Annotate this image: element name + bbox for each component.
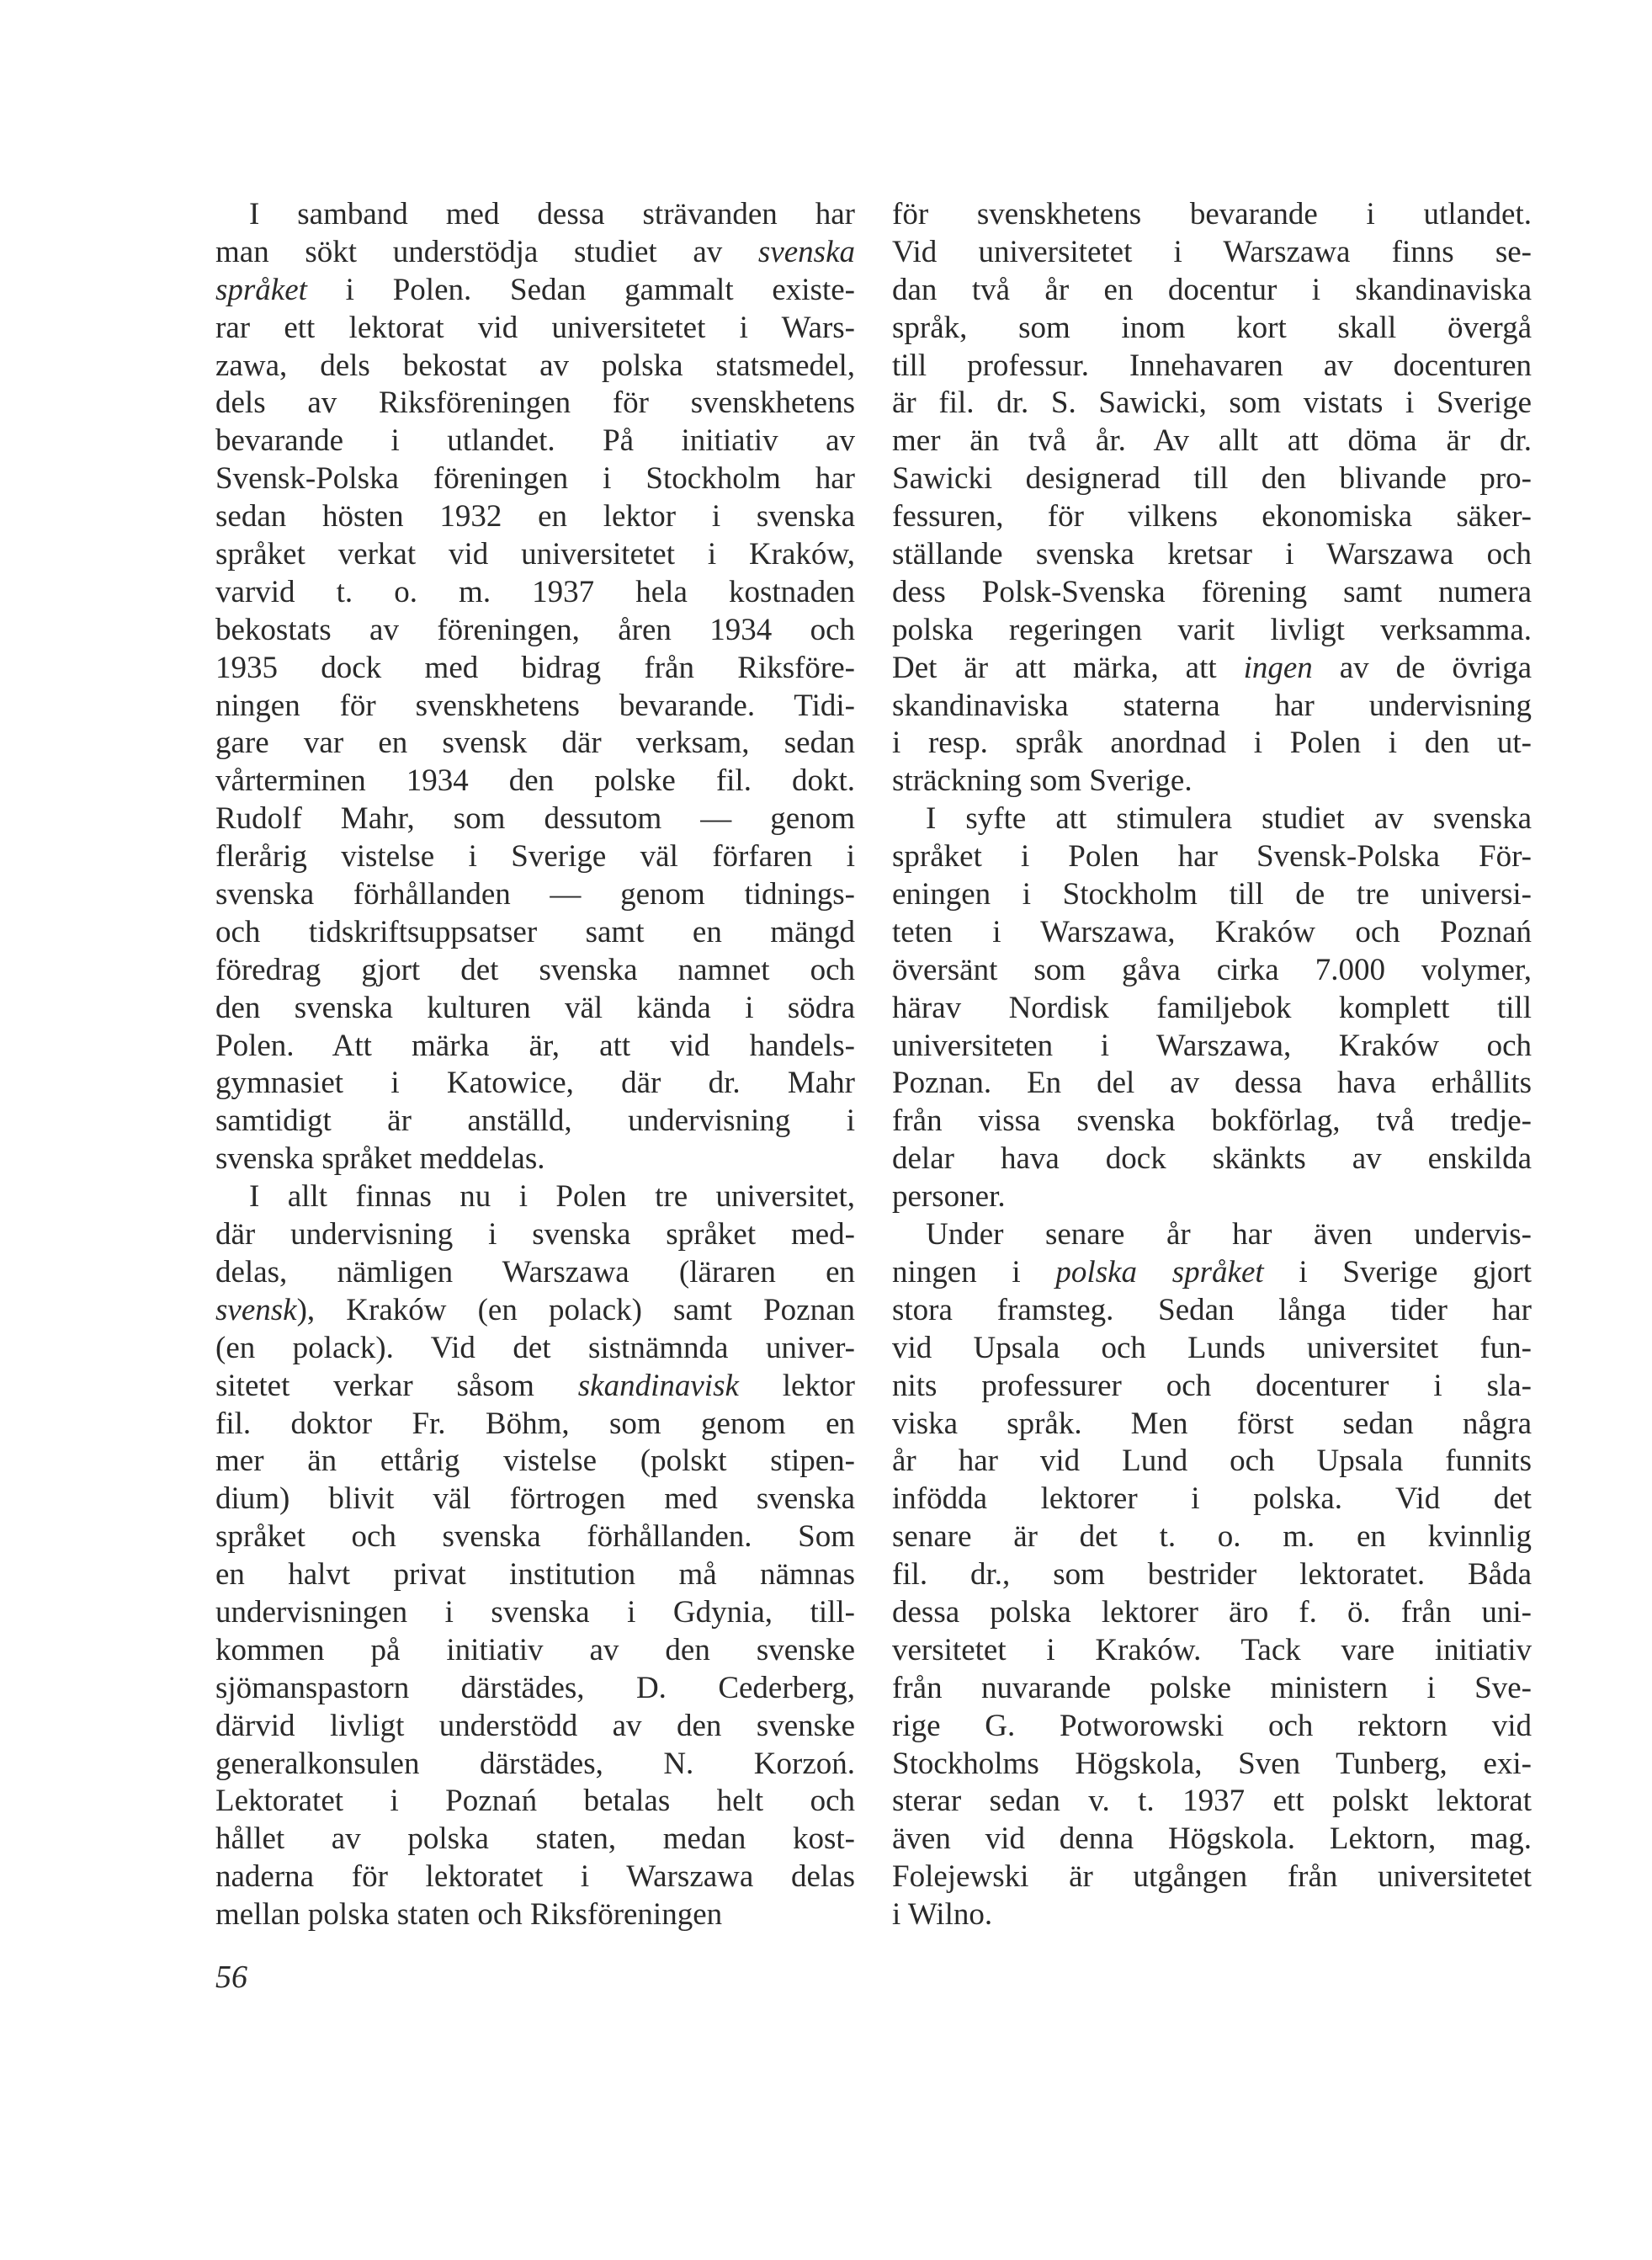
text-line: [892, 1065, 1532, 1103]
text-run: till professur. Innehavaren av docenturen: [892, 348, 1532, 383]
text-line: [215, 650, 855, 688]
text-line: [215, 1670, 855, 1708]
text-line: [892, 1178, 1532, 1216]
text-run: sitetet verkar såsom: [215, 1368, 578, 1403]
text-run: delas, nämligen Warszawa (läraren en: [215, 1254, 855, 1290]
text-run: versitetet i Kraków. Tack vare initiativ: [892, 1632, 1532, 1667]
italic-text: svensk: [215, 1292, 297, 1327]
text-run: sterar sedan v. t. 1937 ett polskt lektorat: [892, 1784, 1532, 1819]
text-run: i resp. språk anordnad i Polen i den ut-: [892, 726, 1532, 761]
text-run: svenska förhållanden — genom tidnings-: [215, 877, 855, 912]
text-run: i Sverige gjort: [1263, 1254, 1532, 1290]
text-run: varvid t. o. m. 1937 hela kostnaden: [215, 574, 855, 609]
text-line: [892, 1556, 1532, 1594]
text-line: [215, 1481, 855, 1518]
text-line: [215, 688, 855, 726]
italic-text: polska språket: [1055, 1254, 1264, 1290]
text-run: härav Nordisk familjebok komplett till: [892, 990, 1532, 1025]
text-run: viska språk. Men först sedan några: [892, 1406, 1532, 1441]
text-run: flerårig vistelse i Sverige väl förfaren i: [215, 839, 855, 875]
text-run: svenska språket meddelas.: [215, 1141, 545, 1177]
text-run: Vid universitetet i Warszawa finns se-: [892, 234, 1532, 269]
text-line: [892, 688, 1532, 726]
text-line: [215, 763, 855, 800]
text-line: [892, 1330, 1532, 1368]
text-run: den svenska kulturen väl kända i södra: [215, 990, 855, 1025]
text-run: Folejewski är utgången från universitetet: [892, 1859, 1532, 1895]
text-line: [215, 536, 855, 574]
text-run: rar ett lektorat vid universitetet i Wars-: [215, 310, 855, 345]
text-line: [892, 1821, 1532, 1859]
text-run: bevarande i utlandet. På initiativ av: [215, 423, 855, 459]
text-run: zawa, dels bekostat av polska statsmedel,: [215, 348, 855, 383]
text-run: polska regeringen varit livligt verksamma.: [892, 612, 1532, 647]
text-run: språk, som inom kort skall övergå: [892, 310, 1532, 345]
text-run: därvid livligt understödd av den svenske: [215, 1708, 855, 1743]
text-run: (en polack). Vid det sistnämnda univer-: [215, 1330, 855, 1365]
text-run: ), Kraków (en polack) samt Poznan: [296, 1292, 855, 1327]
text-run: översänt som gåva cirka 7.000 volymer,: [892, 952, 1532, 987]
text-line: [892, 1746, 1532, 1784]
text-line: [892, 196, 1532, 234]
text-run: lektor: [738, 1368, 855, 1403]
text-line: [215, 460, 855, 498]
text-line: [215, 1746, 855, 1784]
text-run: dels av Riksföreningen för svenskhetens: [215, 386, 855, 421]
text-line: [215, 1216, 855, 1254]
text-line: [892, 1216, 1532, 1254]
text-line: [215, 1028, 855, 1066]
text-line: [892, 952, 1532, 990]
page-number: 56: [215, 1960, 247, 1995]
text-run: samtidigt är anställd, undervisning i: [215, 1103, 855, 1139]
italic-text: skandinavisk: [577, 1368, 739, 1403]
text-line: [892, 574, 1532, 612]
text-line: [215, 612, 855, 650]
text-run: språket i Polen har Svensk-Polska För-: [892, 839, 1532, 875]
text-run: gymnasiet i Katowice, där dr. Mahr: [215, 1066, 855, 1101]
text-run: en halvt privat institution må nämnas: [215, 1557, 855, 1593]
text-line: [892, 1103, 1532, 1141]
text-run: Stockholms Högskola, Sven Tunberg, exi-: [892, 1746, 1532, 1781]
text-line: [215, 990, 855, 1028]
text-run: även vid denna Högskola. Lektorn, mag.: [892, 1821, 1532, 1857]
text-line: [215, 1141, 855, 1178]
text-run: hållet av polska staten, medan kost-: [215, 1821, 855, 1857]
text-line: [215, 1443, 855, 1481]
text-run: fil. dr., som bestrider lektoratet. Båda: [892, 1557, 1532, 1593]
text-line: [892, 1708, 1532, 1746]
text-run: ningen i: [892, 1254, 1056, 1290]
text-run: stora framsteg. Sedan långa tider har: [892, 1292, 1532, 1327]
text-line: [892, 348, 1532, 386]
text-run: 1935 dock med bidrag från Riksföre-: [215, 650, 855, 685]
text-line: [215, 725, 855, 763]
text-line: [215, 272, 855, 310]
text-run: fessuren, för vilkens ekonomiska säker-: [892, 499, 1532, 534]
text-line: [215, 1406, 855, 1444]
text-run: språket och svenska förhållanden. Som: [215, 1519, 855, 1555]
text-run: Svensk-Polska föreningen i Stockholm har: [215, 461, 855, 497]
text-run: mer än ettårig vistelse (polskt stipen-: [215, 1444, 855, 1479]
text-run: I allt finnas nu i Polen tre universitet,: [249, 1179, 855, 1215]
text-line: [215, 1292, 855, 1330]
text-run: infödda lektorer i polska. Vid det: [892, 1481, 1532, 1517]
text-run: Lektoratet i Poznań betalas helt och: [215, 1784, 855, 1819]
text-line: [892, 1254, 1532, 1292]
italic-text: svenska: [757, 234, 855, 269]
text-line: [892, 1518, 1532, 1556]
text-line: [215, 914, 855, 952]
text-line: [892, 234, 1532, 272]
text-line: [215, 1065, 855, 1103]
text-line: [892, 423, 1532, 460]
text-run: där undervisning i svenska språket med-: [215, 1217, 855, 1252]
text-run: dium) blivit väl förtrogen med svenska: [215, 1481, 855, 1517]
text-run: senare är det t. o. m. en kvinnlig: [892, 1519, 1532, 1555]
text-line: [215, 876, 855, 914]
text-line: [215, 1783, 855, 1821]
text-run: vårterminen 1934 den polske fil. dokt.: [215, 763, 855, 799]
text-line: [215, 1594, 855, 1632]
text-line: [892, 1859, 1532, 1896]
text-run: Poznan. En del av dessa hava erhållits: [892, 1066, 1532, 1101]
text-line: [892, 460, 1532, 498]
text-line: [215, 348, 855, 386]
text-run: bekostats av föreningen, åren 1934 och: [215, 612, 855, 647]
text-line: [892, 1406, 1532, 1444]
text-run: skandinaviska staterna har undervisning: [892, 688, 1532, 723]
text-line: [215, 196, 855, 234]
text-line: [892, 498, 1532, 536]
text-line: [215, 310, 855, 348]
text-run: vid Upsala och Lunds universitet fun-: [892, 1330, 1532, 1365]
text-run: från vissa svenska bokförlag, två tredje-: [892, 1103, 1532, 1139]
text-line: [892, 1632, 1532, 1670]
text-line: [215, 1632, 855, 1670]
text-line: [892, 914, 1532, 952]
text-run: personer.: [892, 1179, 1006, 1215]
text-line: [215, 952, 855, 990]
text-line: [215, 1178, 855, 1216]
text-run: dessa polska lektorer äro f. ö. från uni-: [892, 1594, 1532, 1630]
text-line: [892, 650, 1532, 688]
text-run: föredrag gjort det svenska namnet och: [215, 952, 855, 987]
text-run: mellan polska staten och Riksföreningen: [215, 1897, 723, 1933]
text-line: [215, 1821, 855, 1859]
text-line: [892, 310, 1532, 348]
text-run: från nuvarande polske ministern i Sve-: [892, 1670, 1532, 1705]
text-line: [215, 1518, 855, 1556]
text-line: [215, 800, 855, 838]
text-line: [892, 1028, 1532, 1066]
text-line: [892, 1783, 1532, 1821]
text-run: ningen för svenskhetens bevarande. Tidi-: [215, 688, 855, 723]
text-line: [892, 612, 1532, 650]
text-line: [215, 1556, 855, 1594]
text-run: av de övriga: [1312, 650, 1532, 685]
text-line: [215, 234, 855, 272]
text-run: är fil. dr. S. Sawicki, som vistats i Sverige: [892, 386, 1532, 421]
text-run: I samband med dessa strävanden har: [249, 197, 855, 231]
text-run: I syfte att stimulera studiet av svenska: [926, 801, 1532, 837]
text-run: sjömanspastorn därstädes, D. Cederberg,: [215, 1670, 855, 1705]
text-line: [215, 574, 855, 612]
text-line: [892, 876, 1532, 914]
text-line: [892, 1670, 1532, 1708]
text-run: man sökt understödja studiet av: [215, 234, 758, 269]
text-run: gare var en svensk där verksam, sedan: [215, 726, 855, 761]
text-run: för svenskhetens bevarande i utlandet.: [892, 197, 1532, 231]
text-line: [892, 990, 1532, 1028]
text-line: [215, 1859, 855, 1896]
text-run: Rudolf Mahr, som dessutom — genom: [215, 801, 855, 837]
text-line: [892, 725, 1532, 763]
text-line: [892, 1292, 1532, 1330]
text-line: [215, 1254, 855, 1292]
text-run: och tidskriftsuppsatser samt en mängd: [215, 914, 855, 949]
text-run: fil. doktor Fr. Böhm, som genom en: [215, 1406, 855, 1441]
text-run: mer än två år. Av allt att döma är dr.: [892, 423, 1532, 459]
text-line: [892, 763, 1532, 800]
text-run: naderna för lektoratet i Warszawa delas: [215, 1859, 855, 1895]
text-line: [215, 1896, 855, 1934]
text-run: i Polen. Sedan gammalt existe-: [306, 272, 855, 307]
text-run: dess Polsk-Svenska förening samt numera: [892, 574, 1532, 609]
text-run: rige G. Potworowski och rektorn vid: [892, 1708, 1532, 1743]
text-run: teten i Warszawa, Kraków och Poznań: [892, 914, 1532, 949]
text-run: Sawicki designerad till den blivande pro-: [892, 461, 1532, 497]
text-run: generalkonsulen därstädes, N. Korzoń.: [215, 1746, 855, 1781]
text-line: [892, 838, 1532, 876]
text-line: [892, 1141, 1532, 1178]
italic-text: språket: [215, 272, 307, 307]
text-run: sedan hösten 1932 en lektor i svenska: [215, 499, 855, 534]
text-run: nits professurer och docenturer i sla-: [892, 1368, 1532, 1403]
text-run: eningen i Stockholm till de tre universi-: [892, 877, 1532, 912]
text-line: [215, 423, 855, 460]
text-line: [215, 1103, 855, 1141]
text-line: [892, 1481, 1532, 1518]
text-line: [892, 1443, 1532, 1481]
text-run: språket verkat vid universitetet i Kraków,: [215, 537, 855, 572]
text-line: [892, 272, 1532, 310]
text-line: [892, 1896, 1532, 1934]
text-run: Under senare år har även undervis-: [926, 1217, 1532, 1252]
text-line: [892, 536, 1532, 574]
text-line: [215, 1330, 855, 1368]
text-run: kommen på initiativ av den svenske: [215, 1632, 855, 1667]
text-run: delar hava dock skänkts av enskilda: [892, 1141, 1532, 1177]
text-line: [215, 1708, 855, 1746]
text-run: undervisningen i svenska i Gdynia, till-: [215, 1594, 855, 1630]
text-run: Det är att märka, att: [892, 650, 1244, 685]
text-line: [215, 498, 855, 536]
text-line: [892, 1594, 1532, 1632]
text-run: år har vid Lund och Upsala funnits: [892, 1444, 1532, 1479]
text-line: [892, 385, 1532, 423]
text-line: [215, 1368, 855, 1406]
text-line: [215, 385, 855, 423]
text-line: [892, 800, 1532, 838]
text-run: i Wilno.: [892, 1897, 993, 1933]
text-line: [215, 838, 855, 876]
text-run: universiteten i Warszawa, Kraków och: [892, 1028, 1532, 1063]
right-column: [892, 196, 1532, 1934]
text-line: [892, 1368, 1532, 1406]
left-column: [215, 196, 855, 1934]
text-run: ställande svenska kretsar i Warszawa och: [892, 537, 1532, 572]
text-run: sträckning som Sverige.: [892, 763, 1193, 799]
text-run: dan två år en docentur i skandinaviska: [892, 272, 1532, 307]
text-run: Polen. Att märka är, att vid handels-: [215, 1028, 855, 1063]
italic-text: ingen: [1243, 650, 1313, 685]
